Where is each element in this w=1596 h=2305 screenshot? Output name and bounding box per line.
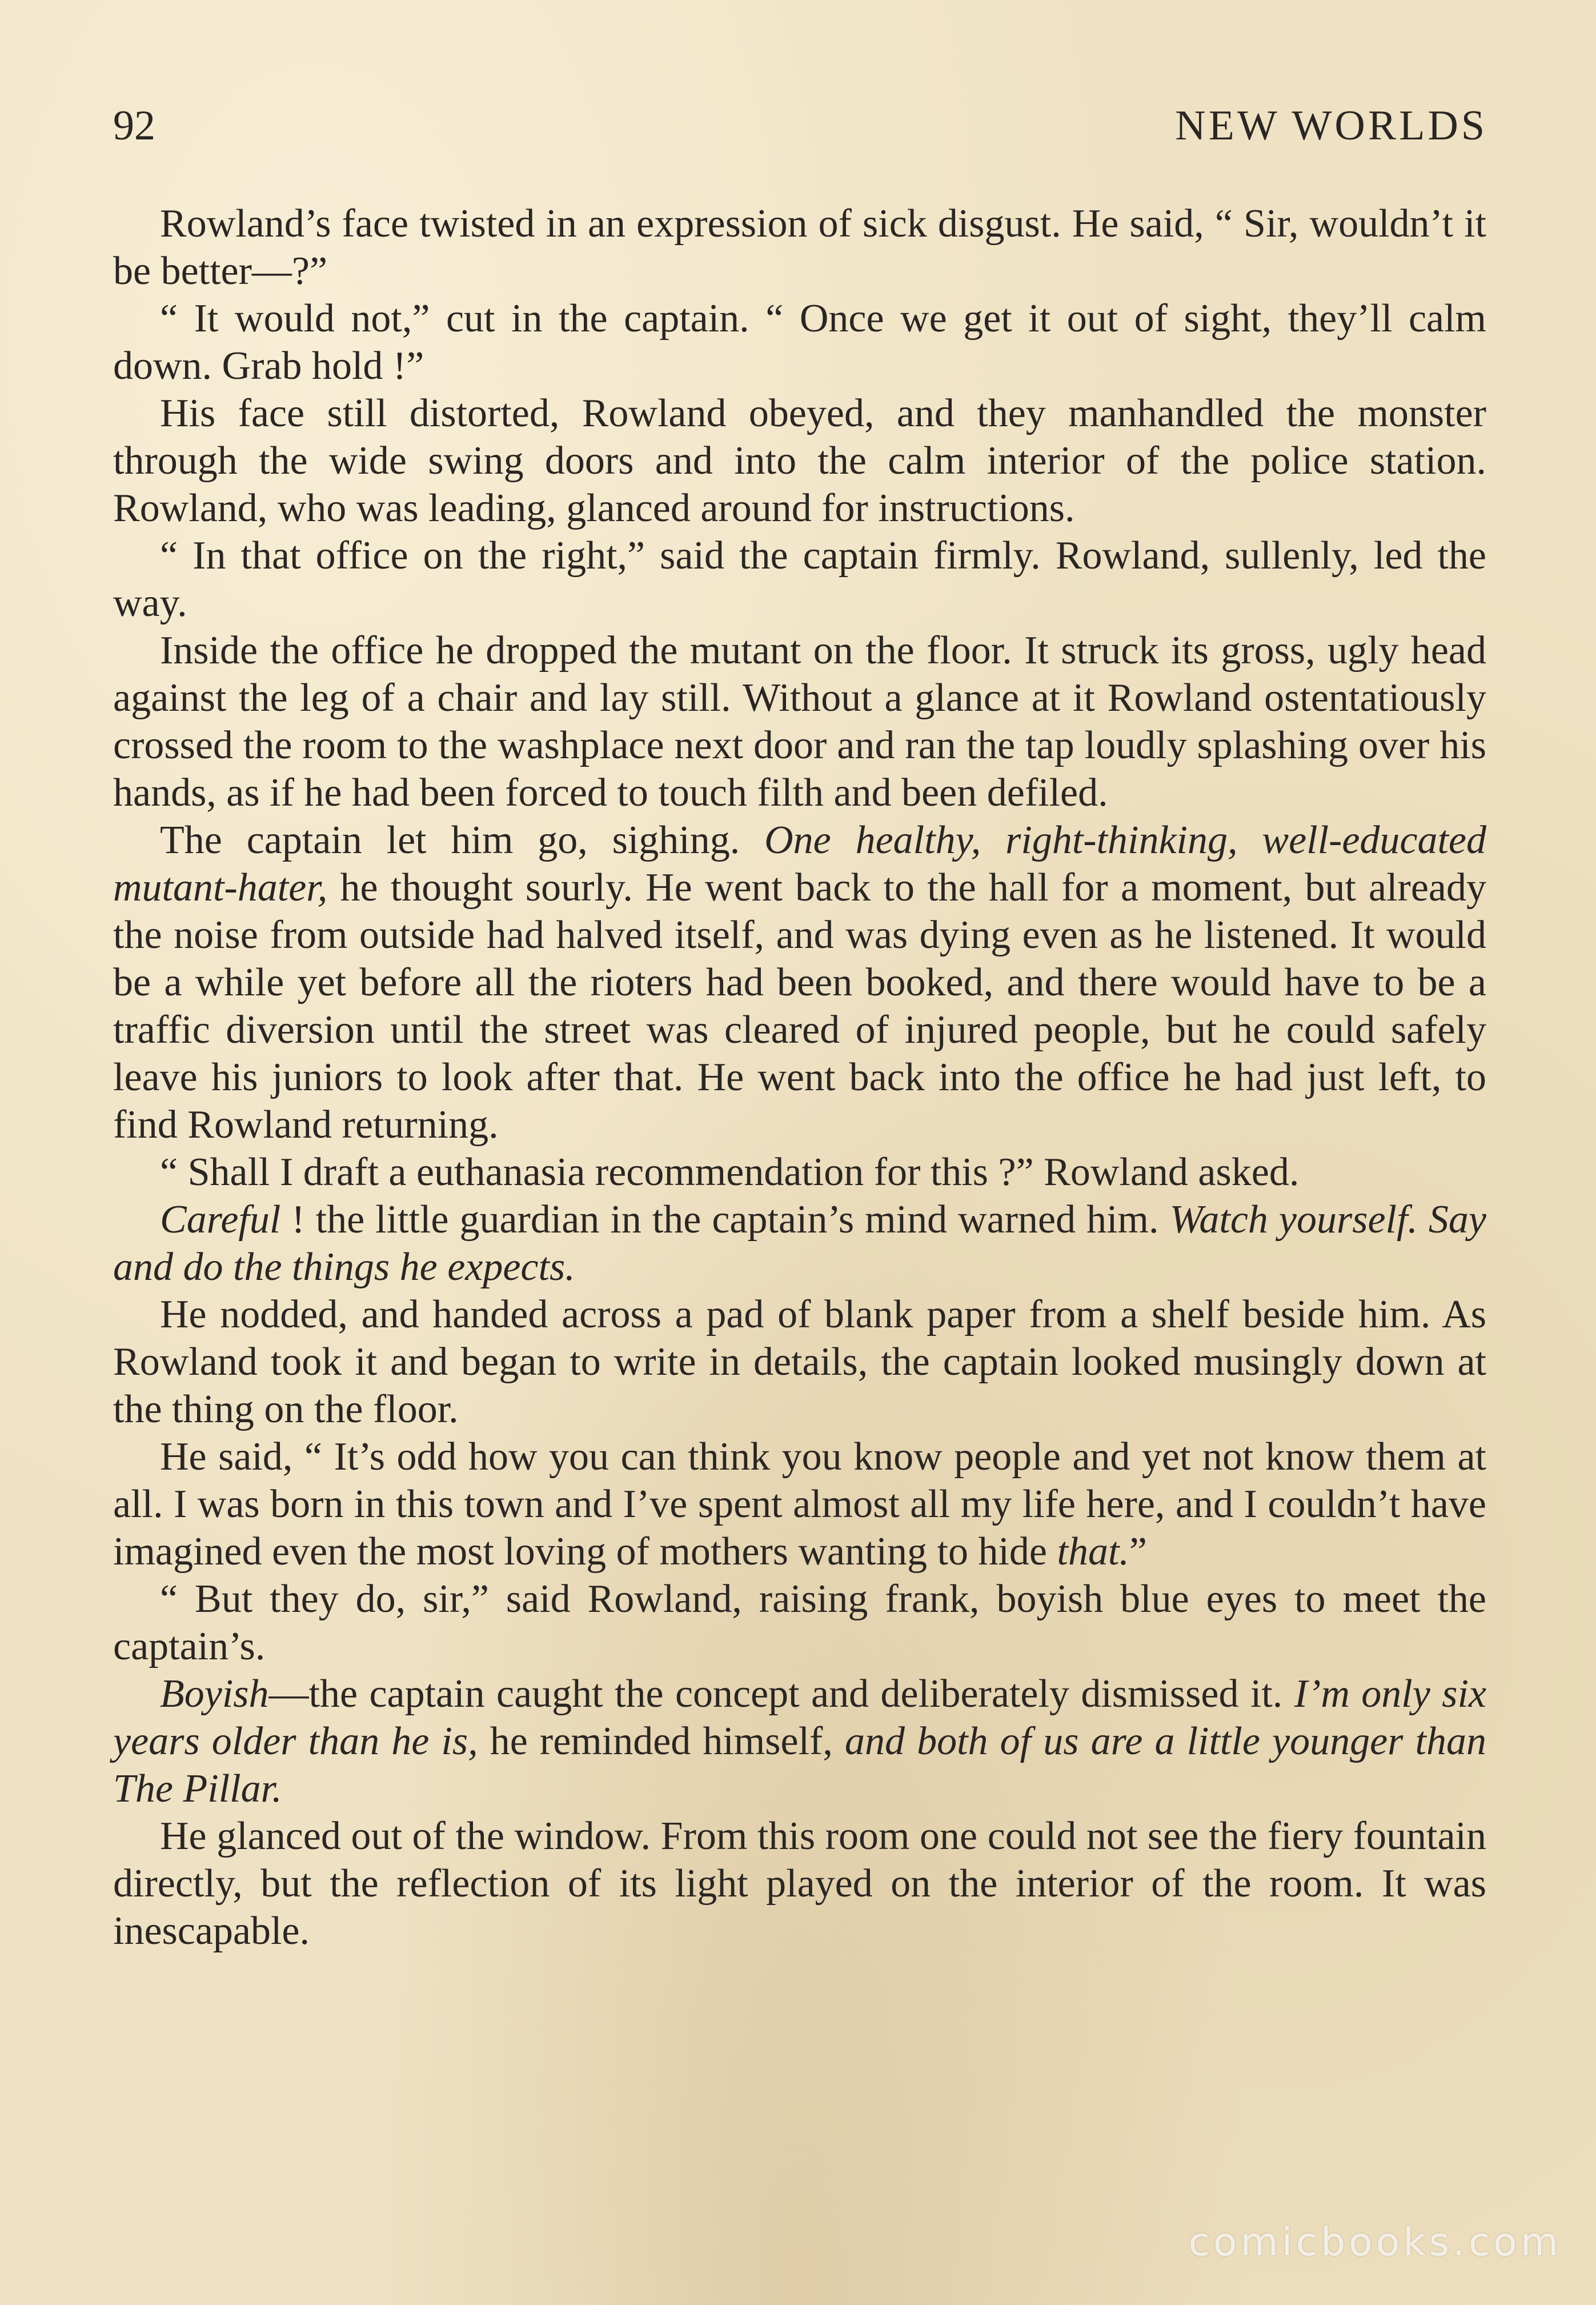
- paragraph-p11: [113, 1575, 1486, 1670]
- running-head: NEW WORLDS: [1175, 102, 1487, 149]
- text-run: “ But they do, sir,” said Rowland, raising frank, boyish blue eyes to meet the captain’s.: [113, 1577, 1486, 1668]
- italic-text: Boyish: [160, 1672, 269, 1716]
- text-run: ! the little guardian in the captain’s mind warned him.: [280, 1198, 1170, 1242]
- text-run: Rowland’s face twisted in an expression of sick disgust. He said, “ Sir, wouldn’t it be better—?”: [113, 202, 1486, 293]
- text-run: ”: [1129, 1530, 1147, 1574]
- text-run: “ It would not,” cut in the captain. “ Once we get it out of sight, they’ll calm down. Grab hold !”: [113, 297, 1486, 388]
- text-run: Inside the office he dropped the mutant on the floor. It struck its gross, ugly head against the leg of a chair and lay still. Without a glance at it Rowland ostentatiously crossed the room to the washplace next door and ran the tap loudly splashing over his hands, as if he had been forced to touch filth and been defiled.: [113, 629, 1486, 815]
- page-number: 92: [113, 102, 155, 149]
- body-text: [113, 200, 1486, 1955]
- paragraph-p10: [113, 1433, 1486, 1575]
- paragraph-p1: [113, 200, 1486, 295]
- text-run: The captain let him go, sighing.: [160, 818, 765, 862]
- watermark: comicbooks.com: [1188, 2220, 1562, 2265]
- paragraph-p5: [113, 627, 1486, 817]
- text-run: His face still distorted, Rowland obeyed, and they manhandled the monster through the wide swing doors and into the calm interior of the police station. Rowland, who was leading, glanced around for instructions.: [113, 391, 1486, 530]
- text-run: He said, “ It’s odd how you can think you know people and yet not know them at all. I was born in this town and I’ve spent almost all my life here, and I couldn’t have imagined even the most loving of mothers wanting to hide: [113, 1435, 1486, 1574]
- paragraph-p7: [113, 1149, 1486, 1196]
- italic-text: Careful: [160, 1198, 281, 1242]
- paragraph-p9: [113, 1291, 1486, 1433]
- page-header: [113, 102, 1487, 165]
- paragraph-p2: [113, 295, 1486, 390]
- text-run: “ Shall I draft a euthanasia recommendation for this ?” Rowland asked.: [160, 1150, 1300, 1194]
- italic-text: that.: [1057, 1530, 1129, 1574]
- text-run: He nodded, and handed across a pad of blank paper from a shelf beside him. As Rowland took it and began to write in details, the captain looked musingly down at the thing on the floor.: [113, 1292, 1486, 1431]
- paragraph-p4: [113, 532, 1486, 627]
- paragraph-p8: [113, 1196, 1486, 1291]
- text-run: He glanced out of the window. From this room one could not see the fiery fountain directly, but the reflection of its light played on the interior of the room. It was inescapable.: [113, 1814, 1486, 1953]
- italic-text: One healthy, right-thinking, well-educated mutant-hater,: [113, 818, 1486, 910]
- italic-text: I’m only six years older than he is,: [113, 1672, 1486, 1763]
- text-run: —the captain caught the concept and deliberately dismissed it.: [268, 1672, 1294, 1716]
- paragraph-p6: [113, 817, 1486, 1149]
- italic-text: Watch yourself. Say and do the things he expects.: [113, 1198, 1486, 1289]
- paragraph-p3: [113, 390, 1486, 532]
- text-run: he reminded himself,: [478, 1719, 845, 1763]
- paragraph-p13: [113, 1812, 1486, 1955]
- text-run: “ In that office on the right,” said the captain firmly. Rowland, sullenly, led the way.: [113, 534, 1486, 625]
- italic-text: and both of us are a little younger than The Pillar.: [113, 1719, 1486, 1811]
- text-run: he thought sourly. He went back to the hall for a moment, but already the noise from outside had halved itself, and was dying even as he listened. It would be a while yet before all the rioters had been booked, and there would have to be a traffic diversion until the street was cleared of injured people, but he could safely leave his juniors to look after that. He went back into the office he had just left, to find Rowland returning.: [113, 866, 1486, 1147]
- paragraph-p12: [113, 1670, 1486, 1812]
